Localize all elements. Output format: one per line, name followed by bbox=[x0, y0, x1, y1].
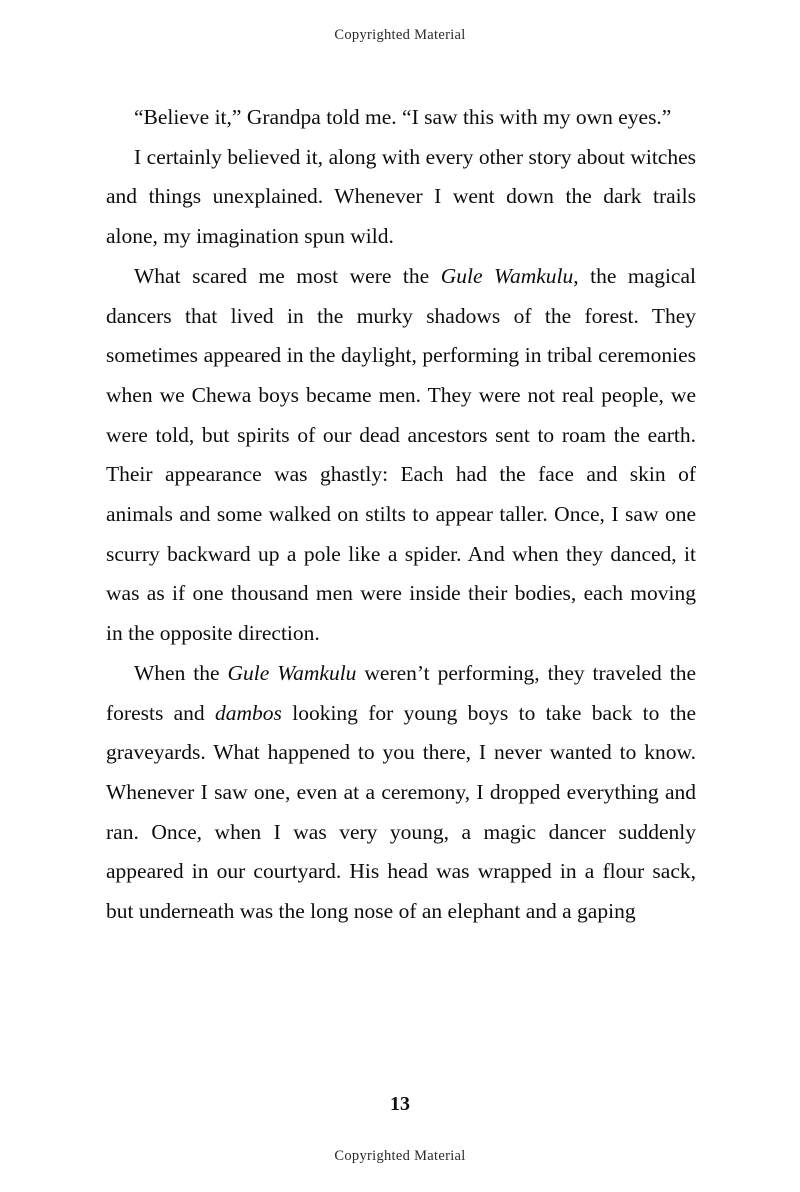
paragraph: I certainly believed it, along with every other story about witches and things unexplained. Whenever I went down the dark trails alone, my imagination spun wild. bbox=[106, 144, 696, 249]
page-body-text bbox=[106, 98, 696, 932]
copyright-watermark-top: Copyrighted Material bbox=[334, 27, 466, 43]
copyright-watermark-bottom: Copyrighted Material bbox=[334, 1148, 466, 1164]
page-number: 13 bbox=[390, 1093, 410, 1115]
paragraph: “Believe it,” Grandpa told me. “I saw this with my own eyes.” bbox=[134, 105, 672, 129]
paragraph: When the Gule Wamkulu weren’t performing, they traveled the forests and dambos looking for young boys to take back to the graveyards. What happened to you there, I never wanted to know. Whenever I saw one, even at a ceremony, I dropped everything and ran. Once, when I was very young, a magic dancer suddenly appeared in our courtyard. His head was wrapped in a flour sack, but underneath was the long nose of an elephant and a gaping bbox=[106, 660, 696, 924]
paragraph: What scared me most were the Gule Wamkulu, the magical dancers that lived in the murky shadows of the forest. They sometimes appeared in the daylight, performing in tribal ceremonies when we Chewa boys became men. They were not real people, we were told, but spirits of our dead ancestors sent to roam the earth. Their appearance was ghastly: Each had the face and skin of animals and some walked on stilts to appear taller. Once, I saw one scurry backward up a pole like a spider. And when they danced, it was as if one thousand men were inside their bodies, each moving in the opposite direction. bbox=[106, 263, 696, 646]
